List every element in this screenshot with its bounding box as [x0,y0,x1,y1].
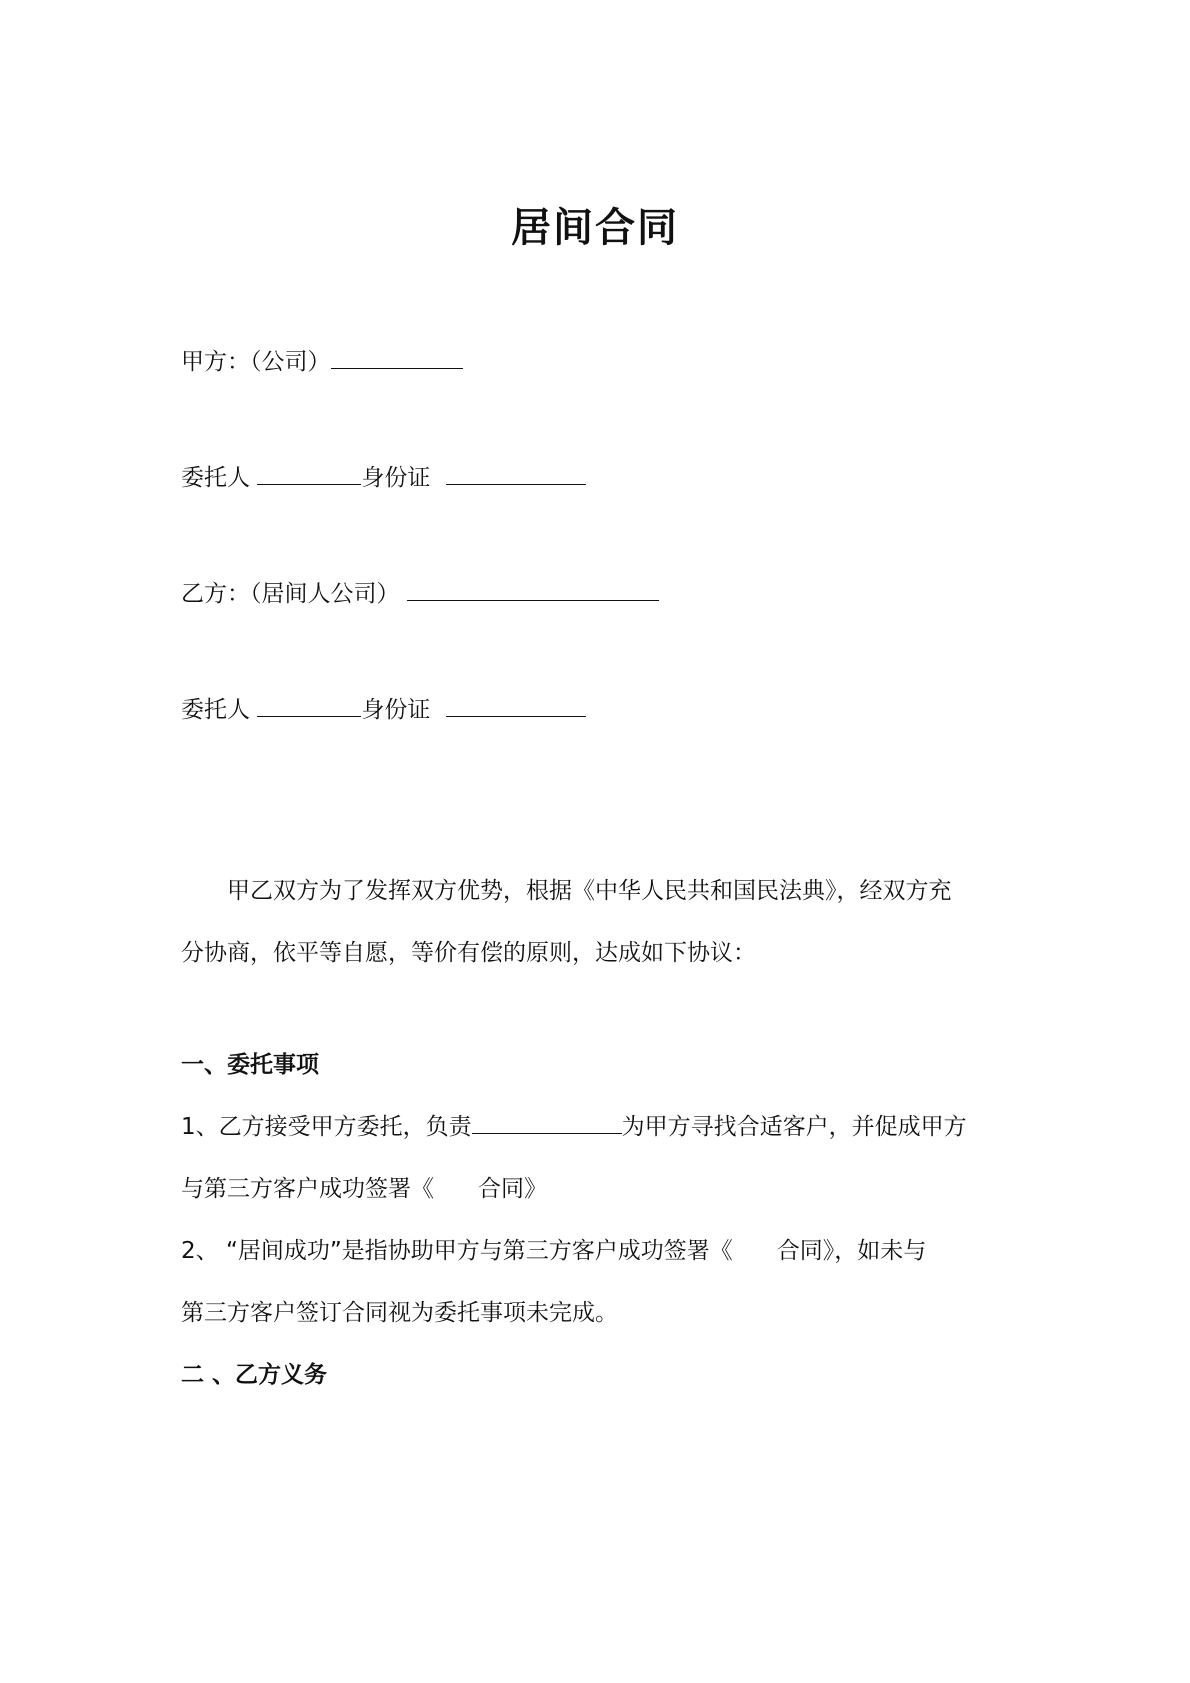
clause-1-blank[interactable] [472,1111,622,1134]
clause-1-prefix: 1、乙方接受甲方委托，负责 [181,1114,472,1140]
party-a-blank[interactable] [331,346,463,369]
document-title: 居间合同 [511,204,679,251]
clause-2-line-1 [181,1220,1021,1282]
party-a-agent-name-blank[interactable] [257,462,361,485]
preamble-line-1: 甲乙双方为了发挥双方优势，根据《中华人民共和国民法典》，经双方充 [227,878,952,904]
party-a-id-label: 身份证 [361,465,431,491]
party-a-agent-label: 委托人 [181,465,250,491]
party-a-agent-line [181,462,586,493]
party-b-id-blank[interactable] [446,694,586,717]
party-b-blank[interactable] [407,578,659,601]
party-a-id-blank[interactable] [446,462,586,485]
party-b-agent-label: 委托人 [181,697,250,723]
section-1-heading: 一、委托事项 [181,1052,319,1078]
section-2-heading: 二 、乙方义务 [181,1362,328,1388]
party-b-label: 乙方：（居间人公司） [181,581,400,607]
clause-2-line-2: 第三方客户签订合同视为委托事项未完成。 [181,1300,618,1326]
party-a-label: 甲方：（公司） [181,349,331,375]
clause-2-prefix: 2、 “居间成功”是指协助甲方与第三方客户成功签署《 [181,1238,733,1264]
party-a-line [181,346,463,377]
clause-1-suffix: 为甲方寻找合适客户，并促成甲方 [621,1114,967,1140]
party-b-id-label: 身份证 [361,697,431,723]
preamble [181,860,1021,984]
clause-1-line-2-suffix: 合同》 [478,1176,547,1202]
clause-1-line-1 [181,1096,1021,1158]
clause-2-suffix: 合同》，如未与 [776,1238,927,1264]
clause-1-line-2 [181,1158,1021,1220]
preamble-line-2: 分协商，依平等自愿，等价有偿的原则，达成如下协议： [181,940,756,966]
party-b-line [181,578,659,609]
clause-1-line-2-prefix: 与第三方客户成功签署《 [181,1176,434,1202]
party-b-agent-line [181,694,586,725]
section-1 [181,1034,1021,1406]
party-b-agent-name-blank[interactable] [257,694,361,717]
